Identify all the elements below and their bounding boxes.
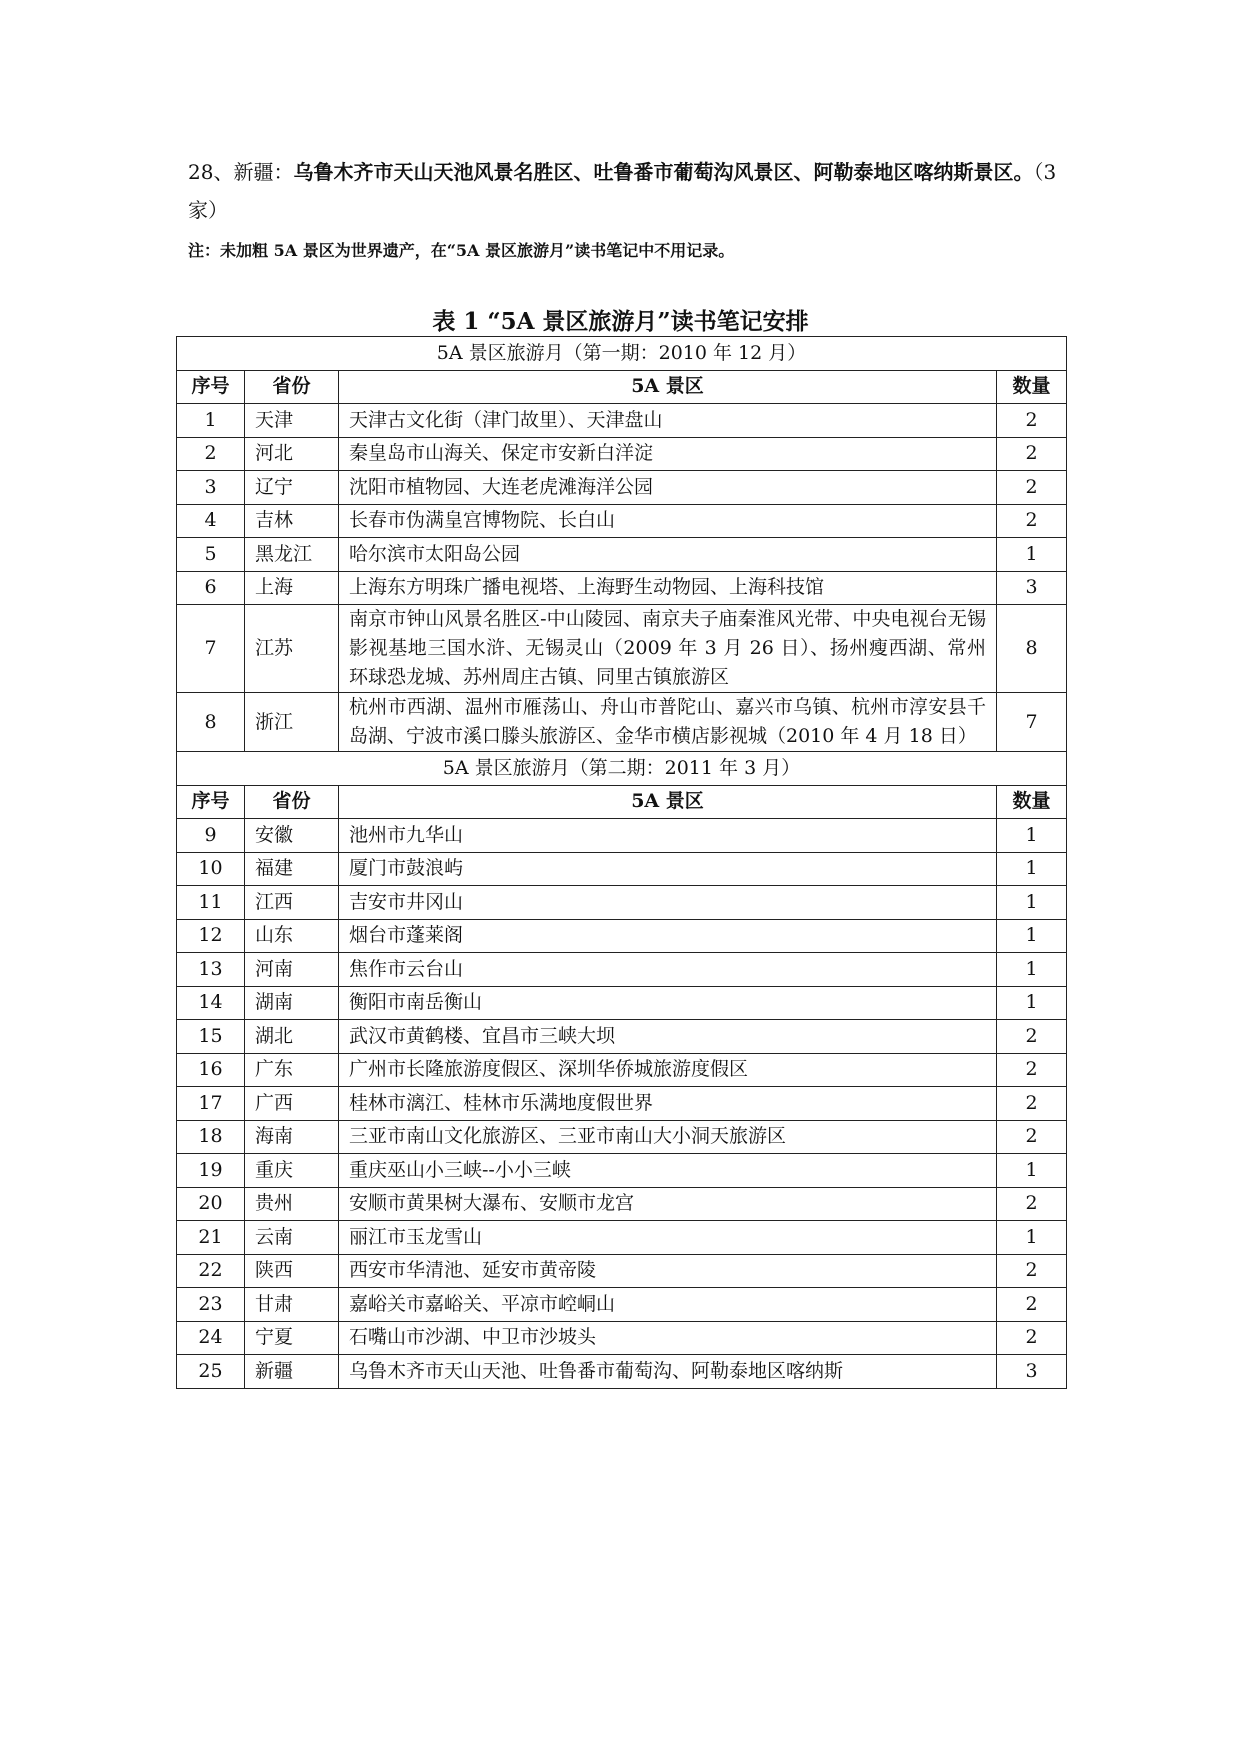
cell-spots: 武汉市黄鹤楼、宜昌市三峡大坝 — [339, 1020, 997, 1054]
cell-no: 12 — [177, 919, 245, 953]
table-row — [177, 819, 1067, 853]
cell-count: 1 — [997, 953, 1067, 987]
cell-spots: 吉安市井冈山 — [339, 886, 997, 920]
cell-spots: 西安市华清池、延安市黄帝陵 — [339, 1254, 997, 1288]
header-no: 序号 — [177, 785, 245, 819]
period-title: 5A 景区旅游月（第二期：2011 年 3 月） — [177, 752, 1067, 786]
schedule-table-body — [177, 337, 1067, 1389]
cell-count: 7 — [997, 693, 1067, 752]
cell-no: 18 — [177, 1120, 245, 1154]
cell-no: 8 — [177, 693, 245, 752]
cell-province: 广西 — [245, 1087, 339, 1121]
cell-count: 1 — [997, 1221, 1067, 1255]
cell-province: 江苏 — [245, 605, 339, 693]
cell-no: 22 — [177, 1254, 245, 1288]
cell-count: 2 — [997, 1020, 1067, 1054]
cell-province: 江西 — [245, 886, 339, 920]
header-row — [177, 370, 1067, 404]
cell-spots: 嘉峪关市嘉峪关、平凉市崆峒山 — [339, 1288, 997, 1322]
cell-no: 4 — [177, 504, 245, 538]
cell-province: 福建 — [245, 852, 339, 886]
cell-count: 8 — [997, 605, 1067, 693]
note-text: 注：未加粗 5A 景区为世界遗产，在“5A 景区旅游月”读书笔记中不用记录。 — [188, 241, 735, 260]
cell-count: 2 — [997, 1321, 1067, 1355]
cell-spots: 哈尔滨市太阳岛公园 — [339, 538, 997, 572]
period-row — [177, 752, 1067, 786]
table-row — [177, 919, 1067, 953]
cell-province: 黑龙江 — [245, 538, 339, 572]
table-caption: 表 1 “5A 景区旅游月”读书笔记安排 — [432, 308, 809, 335]
table-row — [177, 886, 1067, 920]
cell-count: 2 — [997, 1254, 1067, 1288]
table-row — [177, 1120, 1067, 1154]
cell-count: 2 — [997, 437, 1067, 471]
cell-count: 1 — [997, 886, 1067, 920]
cell-count: 2 — [997, 1087, 1067, 1121]
cell-spots: 厦门市鼓浪屿 — [339, 852, 997, 886]
cell-no: 6 — [177, 571, 245, 605]
cell-no: 25 — [177, 1355, 245, 1389]
cell-spots: 丽江市玉龙雪山 — [339, 1221, 997, 1255]
cell-province: 重庆 — [245, 1154, 339, 1188]
cell-spots: 长春市伪满皇宫博物院、长白山 — [339, 504, 997, 538]
header-province: 省份 — [245, 785, 339, 819]
cell-province: 河南 — [245, 953, 339, 987]
cell-spots: 安顺市黄果树大瀑布、安顺市龙宫 — [339, 1187, 997, 1221]
cell-spots: 乌鲁木齐市天山天池、吐鲁番市葡萄沟、阿勒泰地区喀纳斯 — [339, 1355, 997, 1389]
table-row — [177, 1187, 1067, 1221]
table-row — [177, 1087, 1067, 1121]
header-no: 序号 — [177, 370, 245, 404]
intro-paragraph — [188, 153, 1068, 229]
cell-province: 云南 — [245, 1221, 339, 1255]
cell-count: 2 — [997, 1288, 1067, 1322]
table-row — [177, 504, 1067, 538]
cell-no: 16 — [177, 1053, 245, 1087]
cell-spots: 衡阳市南岳衡山 — [339, 986, 997, 1020]
table-row — [177, 437, 1067, 471]
cell-count: 1 — [997, 819, 1067, 853]
cell-no: 21 — [177, 1221, 245, 1255]
cell-spots: 池州市九华山 — [339, 819, 997, 853]
cell-no: 10 — [177, 852, 245, 886]
schedule-table — [176, 336, 1067, 1389]
table-row — [177, 404, 1067, 438]
cell-province: 甘肃 — [245, 1288, 339, 1322]
cell-province: 安徽 — [245, 819, 339, 853]
table-row — [177, 538, 1067, 572]
cell-no: 3 — [177, 471, 245, 505]
cell-province: 吉林 — [245, 504, 339, 538]
cell-no: 11 — [177, 886, 245, 920]
table-row — [177, 571, 1067, 605]
cell-province: 广东 — [245, 1053, 339, 1087]
cell-no: 9 — [177, 819, 245, 853]
cell-province: 湖北 — [245, 1020, 339, 1054]
table-row — [177, 1053, 1067, 1087]
period-row — [177, 337, 1067, 371]
cell-count: 1 — [997, 919, 1067, 953]
table-row — [177, 1288, 1067, 1322]
header-count: 数量 — [997, 785, 1067, 819]
header-spots: 5A 景区 — [339, 785, 997, 819]
cell-spots: 三亚市南山文化旅游区、三亚市南山大小洞天旅游区 — [339, 1120, 997, 1154]
cell-no: 5 — [177, 538, 245, 572]
cell-province: 贵州 — [245, 1187, 339, 1221]
cell-province: 天津 — [245, 404, 339, 438]
cell-no: 20 — [177, 1187, 245, 1221]
cell-no: 14 — [177, 986, 245, 1020]
cell-province: 新疆 — [245, 1355, 339, 1389]
cell-province: 陕西 — [245, 1254, 339, 1288]
cell-province: 山东 — [245, 919, 339, 953]
table-row — [177, 1254, 1067, 1288]
table-row — [177, 605, 1067, 693]
cell-spots: 焦作市云台山 — [339, 953, 997, 987]
cell-spots: 上海东方明珠广播电视塔、上海野生动物园、上海科技馆 — [339, 571, 997, 605]
header-count: 数量 — [997, 370, 1067, 404]
header-row — [177, 785, 1067, 819]
table-row — [177, 1154, 1067, 1188]
intro-count: （3 家） — [188, 160, 1057, 222]
cell-spots: 杭州市西湖、温州市雁荡山、舟山市普陀山、嘉兴市乌镇、杭州市淳安县千岛湖、宁波市溪口滕头旅游区、金华市横店影视城（2010 年 4 月 18 日） — [339, 693, 997, 752]
cell-spots: 沈阳市植物园、大连老虎滩海洋公园 — [339, 471, 997, 505]
table-row — [177, 1355, 1067, 1389]
cell-count: 1 — [997, 538, 1067, 572]
cell-province: 河北 — [245, 437, 339, 471]
cell-spots: 石嘴山市沙湖、中卫市沙坡头 — [339, 1321, 997, 1355]
cell-count: 3 — [997, 1355, 1067, 1389]
cell-count: 2 — [997, 1187, 1067, 1221]
cell-province: 浙江 — [245, 693, 339, 752]
period-title: 5A 景区旅游月（第一期：2010 年 12 月） — [177, 337, 1067, 371]
cell-no: 13 — [177, 953, 245, 987]
cell-spots: 烟台市蓬莱阁 — [339, 919, 997, 953]
table-row — [177, 953, 1067, 987]
cell-count: 3 — [997, 571, 1067, 605]
cell-no: 23 — [177, 1288, 245, 1322]
cell-count: 2 — [997, 471, 1067, 505]
cell-no: 19 — [177, 1154, 245, 1188]
table-row — [177, 693, 1067, 752]
cell-count: 1 — [997, 852, 1067, 886]
cell-count: 2 — [997, 404, 1067, 438]
table-row — [177, 1221, 1067, 1255]
cell-spots: 南京市钟山风景名胜区-中山陵园、南京夫子庙秦淮风光带、中央电视台无锡影视基地三国水浒、无锡灵山（2009 年 3 月 26 日）、扬州瘦西湖、常州环球恐龙城、苏州周庄古镇、同里古镇旅游区 — [339, 605, 997, 693]
cell-province: 辽宁 — [245, 471, 339, 505]
cell-spots: 重庆巫山小三峡--小小三峡 — [339, 1154, 997, 1188]
cell-province: 宁夏 — [245, 1321, 339, 1355]
cell-count: 1 — [997, 1154, 1067, 1188]
cell-province: 海南 — [245, 1120, 339, 1154]
cell-no: 1 — [177, 404, 245, 438]
cell-province: 湖南 — [245, 986, 339, 1020]
header-province: 省份 — [245, 370, 339, 404]
table-row — [177, 986, 1067, 1020]
cell-spots: 广州市长隆旅游度假区、深圳华侨城旅游度假区 — [339, 1053, 997, 1087]
intro-lead: 28、新疆： — [188, 160, 294, 184]
cell-no: 24 — [177, 1321, 245, 1355]
cell-count: 2 — [997, 1120, 1067, 1154]
cell-spots: 天津古文化街（津门故里）、天津盘山 — [339, 404, 997, 438]
cell-no: 7 — [177, 605, 245, 693]
cell-no: 15 — [177, 1020, 245, 1054]
cell-count: 1 — [997, 986, 1067, 1020]
cell-no: 2 — [177, 437, 245, 471]
table-row — [177, 852, 1067, 886]
table-row — [177, 471, 1067, 505]
cell-spots: 桂林市漓江、桂林市乐满地度假世界 — [339, 1087, 997, 1121]
table-row — [177, 1321, 1067, 1355]
cell-count: 2 — [997, 504, 1067, 538]
cell-province: 上海 — [245, 571, 339, 605]
intro-bold-list: 乌鲁木齐市天山天池风景名胜区、吐鲁番市葡萄沟风景区、阿勒泰地区喀纳斯景区。 — [293, 160, 1034, 184]
cell-count: 2 — [997, 1053, 1067, 1087]
table-row — [177, 1020, 1067, 1054]
cell-no: 17 — [177, 1087, 245, 1121]
cell-spots: 秦皇岛市山海关、保定市安新白洋淀 — [339, 437, 997, 471]
header-spots: 5A 景区 — [339, 370, 997, 404]
